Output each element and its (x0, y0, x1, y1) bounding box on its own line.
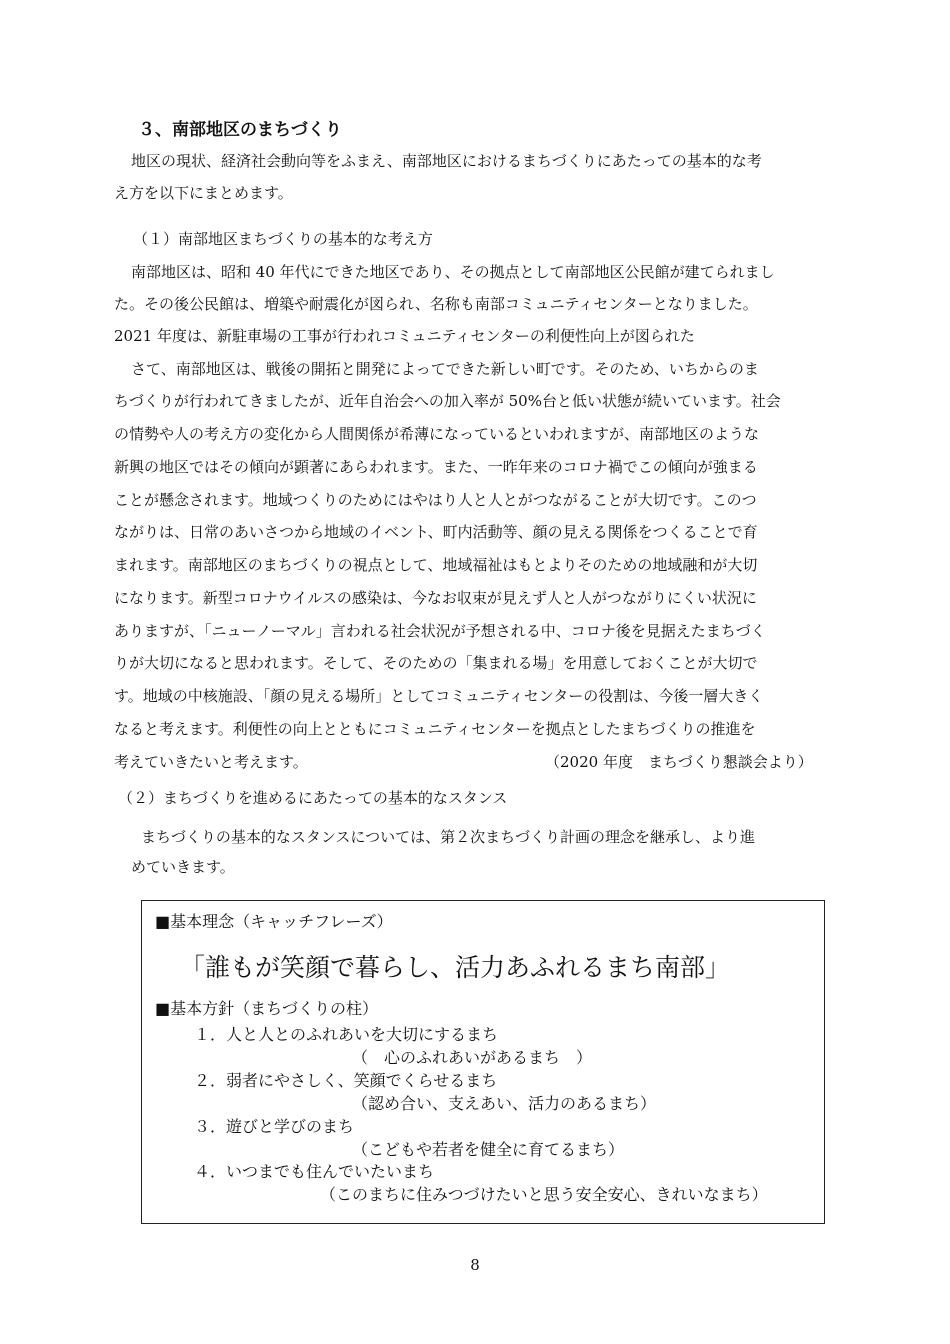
para1-line-3: 2021 年度は、新駐車場の工事が行われコミュニティセンターの利便性向上が図られた (114, 327, 695, 345)
para2-line-1: さて、南部地区は、戦後の開拓と開発によってできた新しい町です。そのため、いちからのま (131, 360, 759, 378)
para2-line-9: ありますが、「ニューノーマル」言われる社会状況が予想される中、コロナ後を見据えたまちづく (114, 622, 766, 640)
subsection-2-heading: （２）まちづくりを進めるにあたっての基本的なスタンス (118, 789, 508, 807)
section-title: ３、南部地区のまちづくり (138, 120, 342, 140)
para1-line-1: 南部地区は、昭和 40 年代にできた地区であり、その拠点として南部地区公民館が建てられまし (131, 263, 775, 281)
policy-1-title: １．人と人とのふれあいを大切にするまち (194, 1025, 499, 1044)
principles-box (141, 900, 825, 1224)
para1-line-2: た。その後公民館は、増築や耐震化が図られ、名称も南部コミュニティセンターとなりました。 (114, 295, 758, 313)
catchphrase: 「誰もが笑顔で暮らし、活力あふれるまち南部」 (180, 953, 731, 982)
intro-line-2: え方を以下にまとめます。 (114, 184, 293, 202)
para2-line-2: ちづくりが行われてきましたが、近年自治会への加入率が 50%台と低い状態が続いています。社会 (114, 392, 781, 410)
policy-3-subtitle: （こどもや若者を健全に育てるまち） (352, 1140, 625, 1159)
policy-4-subtitle: （このまちに住みつづけたいと思う安全安心、きれいなまち） (320, 1185, 768, 1204)
citation: （2020 年度 まちづくり懇談会より） (545, 753, 813, 771)
basic-policy-heading: ■基本方針（まちづくりの柱） (155, 999, 378, 1018)
para2-line-4: 新興の地区ではその傾向が顕著にあらわれます。また、一昨年来のコロナ禍でこの傾向が強まる (114, 458, 758, 476)
policy-2-title: ２．弱者にやさしく、笑顔でくらせるまち (194, 1071, 498, 1090)
policy-2-subtitle: （認め合い、支えあい、活力のあるまち） (352, 1094, 657, 1113)
stance-line-2: めていきます。 (131, 858, 235, 876)
para2-line-6: ながりは、日常のあいさつから地域のイベント、町内活動等、顔の見える関係をつくることで育 (114, 523, 758, 541)
para2-line-5: ことが懸念されます。地域つくりのためにはやはり人と人とがつながることが大切です。このつ (114, 491, 757, 509)
para2-line-7: まれます。南部地区のまちづくりの視点として、地域福祉はもとよりそのための地域融和が大切 (114, 556, 758, 574)
basic-ideal-heading: ■基本理念（キャッチフレーズ） (155, 912, 393, 931)
page-number: 8 (470, 1256, 480, 1274)
para2-line-10: りが大切になると思われます。そして、そのための「集まれる場」を用意しておくことが大切で (114, 654, 758, 672)
policy-3-title: ３．遊びと学びのまち (194, 1117, 355, 1136)
para2-line-3: の情勢や人の考え方の変化から人間関係が希薄になっているといわれますが、南部地区のような (114, 425, 760, 443)
policy-1-subtitle: （ 心のふれあいがあるまち ） (352, 1048, 593, 1067)
subsection-1-heading: （１）南部地区まちづくりの基本的な考え方 (133, 230, 433, 248)
intro-line-1: 地区の現状、経済社会動向等をふまえ、南部地区におけるまちづくりにあたっての基本的な考 (131, 152, 762, 170)
policy-4-title: ４．いつまでも住んでいたいまち (194, 1162, 435, 1181)
para2-line-13: 考えていきたいと考えます。 (114, 753, 308, 771)
para2-line-8: になります。新型コロナウイルスの感染は、今なお収束が見えず人と人がつながりにくい状況に (114, 589, 757, 607)
para2-line-11: す。地域の中核施設、「顔の見える場所」としてコミュニティセンターの役割は、今後一層大きく (114, 687, 764, 705)
stance-line-1: まちづくりの基本的なスタンスについては、第２次まちづくり計画の理念を継承し、より進 (141, 828, 755, 846)
para2-line-12: なると考えます。利便性の向上とともにコミュニティセンターを拠点としたまちづくりの推進を (114, 720, 756, 738)
